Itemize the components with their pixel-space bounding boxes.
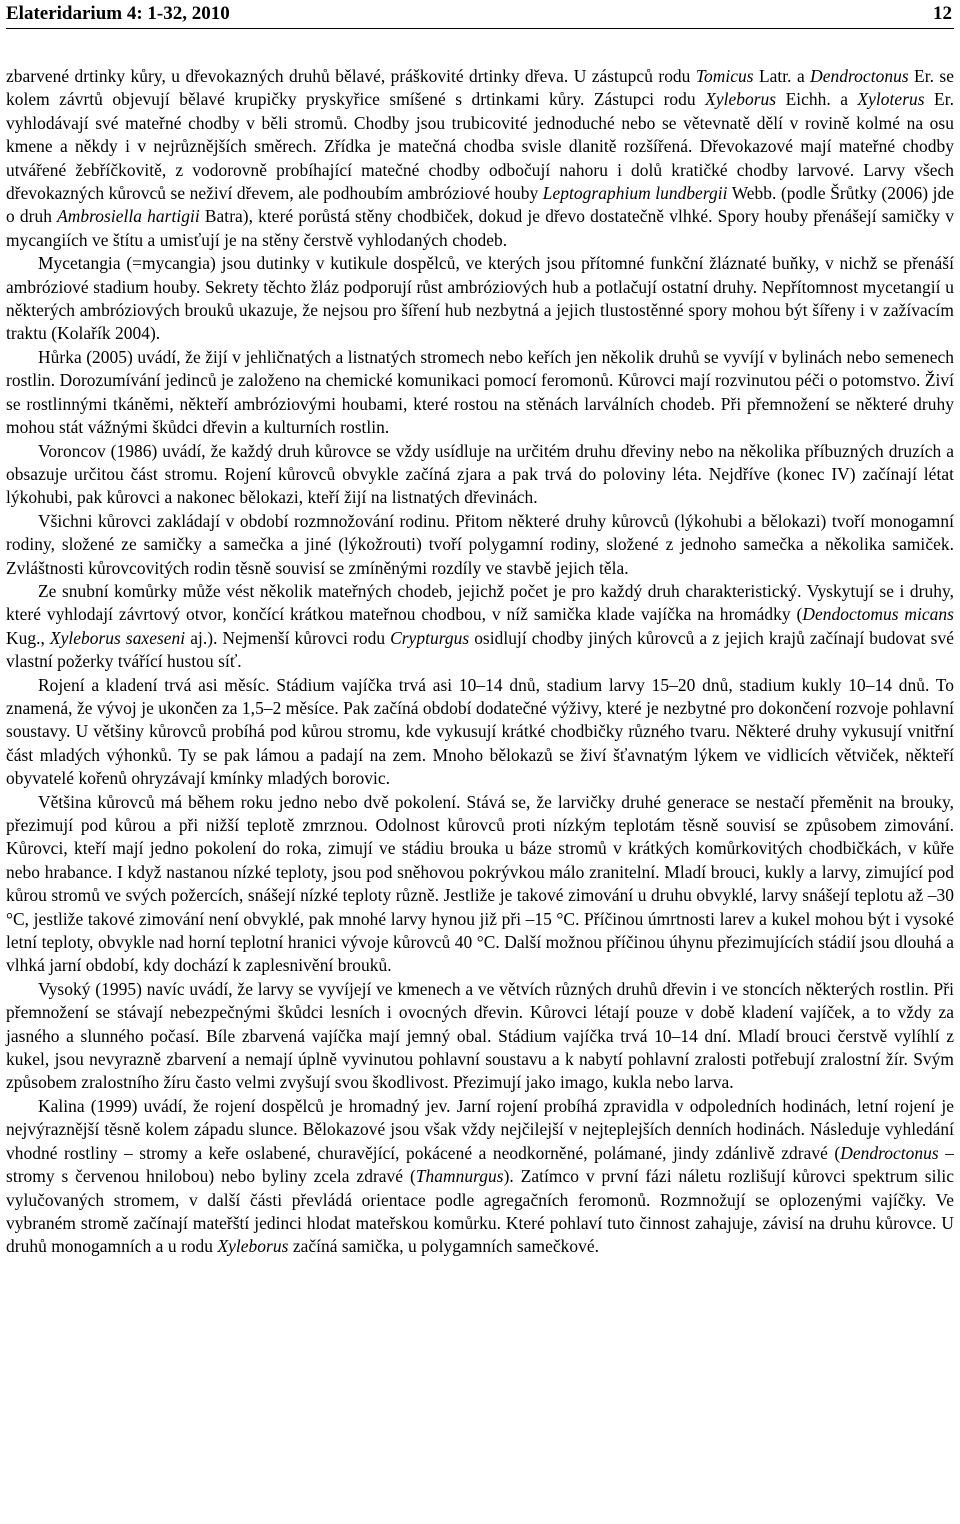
journal-citation: Elateridarium 4: 1-32, 2010 bbox=[6, 3, 230, 24]
italic-taxon-name: Ambrosiella hartigii bbox=[57, 206, 200, 227]
text-run: – stromy s červenou hnilobou) nebo byliny zcela zdravé ( bbox=[6, 1142, 954, 1187]
text-run: Kug., bbox=[6, 627, 50, 648]
paragraph bbox=[6, 674, 954, 791]
paragraph bbox=[6, 978, 954, 1095]
text-run: Eichh. a bbox=[776, 89, 858, 110]
text-run: Webb. (podle Šrůtky (2006) jde o druh bbox=[6, 183, 954, 227]
running-header bbox=[6, 0, 954, 29]
paragraph bbox=[6, 510, 954, 580]
paragraph bbox=[6, 440, 954, 510]
italic-taxon-name: Crypturgus bbox=[390, 627, 470, 648]
paragraph bbox=[6, 346, 954, 440]
text-run: Vysoký (1995) navíc uvádí, že larvy se vyvíjejí ve kmenech a ve větvích různých druhů dřevin i ve stoncích některých rostlin. Při přemnožení se stávají nebezpečnými škůdci lesních i ovocných dřevin. Kůrovci létají pouze v době kladení vajíček, a to vždy za jasného a slunného počasí. Bíle zbarvená vajíčka mají jemný obal. Stádium vajíčka trvá 10–14 dní. Mladí brouci čerstvě vylíhlí z kukel, jsou nevyrazně zbarvení a nemají úplně vyvinutou pohlavní soustavu a k nabytí pohlavní zralosti potřebují zralostní žír. Svým způsobem zralostního žíru často velmi zvyšují svou škodlivost. Přezimují jako imago, kukla nebo larva. bbox=[6, 978, 954, 1093]
page-number: 12 bbox=[933, 3, 952, 24]
italic-taxon-name: Thamnurgus bbox=[415, 1166, 504, 1187]
text-run: Rojení a kladení trvá asi měsíc. Stádium vajíčka trvá asi 10–14 dnů, stadium larvy 15–20 dnů, stadium kukly 10–14 dnů. To znamená, že vývoj je ukončen za 1,5–2 měsíce. Pak začíná období dodatečné výživy, které je nezbytné pro dokončení rozvoje pohlavní soustavy. U většiny kůrovců probíhá pod kůrou stromu, kde vykusují krátké chodbičky různého tvaru. Některé druhy vykusují vnitřní část mladých výhonků. Ty se pak lámou a padají na zem. Mnoho bělokazů se živí šťavnatým lýkem ve vidlicích větviček, někteří obyvatelé kořenů ohryzávají kmínky mladých borovic. bbox=[6, 674, 954, 789]
italic-taxon-name: Dendoctomus micans bbox=[802, 604, 954, 625]
body-text bbox=[6, 65, 954, 1259]
paragraph bbox=[6, 65, 954, 252]
text-run: začíná samička, u polygamních samečkové. bbox=[288, 1236, 600, 1257]
text-run: Mycetangia (=mycangia) jsou dutinky v kutikule dospělců, ve kterých jsou přítomné funkční žláznaté buňky, v nichž se přenáší ambróziové stadium houby. Sekrety těchto žláz podporují růst ambróziových hub a potlačují ostatní druhy. Nepřítomnost mycetangií u některých ambróziových brouků ukazuje, že nejsou pro šíření hub nezbytná a jejich tlustostěnné spory mohou být šířeny i v zažívacím traktu (Kolařík 2004). bbox=[6, 253, 954, 344]
italic-taxon-name: Xyleborus bbox=[705, 89, 777, 110]
text-run: Er. se kolem závrtů objevují bělavé krupičky pryskyřice smíšené s drtinkami kůry. Zástupci rodu bbox=[6, 66, 954, 110]
text-run: Většina kůrovců má během roku jedno nebo dvě pokolení. Stává se, že larvičky druhé generace se nestačí přeměnit na brouky, přezimují pod kůrou a při nižší teplotě zmrznou. Odolnost kůrovců proti nízkým teplotám těsně souvisí se způsobem zimování. Kůrovci, kteří mají jedno pokolení do roka, zimují ve stádiu brouka u báze stromů v krátkých komůrkovitých chodbičkách, v kůře nebo hrabance. I když nastanou nízké teploty, jsou pod sněhovou pokrývkou málo zranitelní. Mladí brouci, kukly a larvy, zimující pod kůrou stromů ve svých požercích, snášejí nízké teploty různě. Jestliže je takové zimování u druhu obvyklé, larvy snášejí teplotu až –30 °C, jestliže takové zimování není obvyklé, pak mnohé larvy hynou již při –15 °C. Příčinou úmrtnosti larev a kukel mohou být i vysoké letní teploty, obvykle nad horní teplotní hranici vývoje kůrovců 40 °C. Další možnou příčinou úhynu přezimujících stádií jsou dlouhá a vlhká jarní období, kdy dochází k zaplesnivění brouků. bbox=[6, 791, 954, 976]
italic-taxon-name: Xyleborus saxeseni bbox=[49, 627, 186, 648]
text-run: Batra), které porůstá stěny chodbiček, dokud je dřevo dostatečně vlhké. Spory houby přenášejí samičky v mycangiích ve štítu a umisťují je na stěny čerstvě vyhlodaných chodeb. bbox=[6, 206, 954, 250]
italic-taxon-name: Tomicus bbox=[695, 66, 754, 86]
italic-taxon-name: Leptographium lundbergii bbox=[542, 183, 728, 204]
text-run: zbarvené drtinky kůry, u dřevokazných druhů bělavé, práškovité drtinky dřeva. U zástupců rodu bbox=[6, 66, 696, 86]
text-run: Hůrka (2005) uvádí, že žijí v jehličnatých a listnatých stromech nebo keřích jen několik druhů se vyvíjí v bylinách nebo semenech rostlin. Dorozumívání jedinců je založeno na chemické komunikaci pomocí feromonů. Kůrovci mají rozvinutou péči o potomstvo. Živí se rostlinnými tkáněmi, někteří ambróziovými houbami, které rostou na stěnách larválních chodeb. Při přemnožení se některé druhy mohou stát vážnými škůdci dřevin a kulturních rostlin. bbox=[6, 346, 954, 438]
text-run: Er. vyhlodávají své mateřné chodby v běli stromů. Chodby jsou trubicovité jednoduché nebo se větevnatě dělí v rovině kolmé na osu kmene a někdy i v nejrůznějších směrech. Zřídka je matečná chodba svisle dlanitě rozšířená. Dřevokazové mají mateřné chodby utvářené žebříčkovitě, z vodorovně probíhající matečné chodby odbočují nahoru i dolů kratičké chodby larvové. Larvy všech dřevokazných kůrovců se neživí dřevem, ale podhoubím ambróziové houby bbox=[6, 89, 954, 204]
italic-taxon-name: Dendroctonus bbox=[840, 1142, 939, 1163]
italic-taxon-name: Xyloterus bbox=[857, 89, 925, 110]
paragraph bbox=[6, 580, 954, 674]
text-run: Ze snubní komůrky může vést několik mateřných chodeb, jejichž počet je pro každý druh charakteristický. Vyskytují se i druhy, které vyhlodají závrtový otvor, končící krátkou mateřnou chodbou, v níž samička klade vajíčka na hromádky ( bbox=[6, 580, 954, 625]
text-run: osidlují chodby jiných kůrovců a z jejich krajů začínají budovat své vlastní požerky tvářící hustou síť. bbox=[6, 627, 954, 672]
italic-taxon-name: Dendroctonus bbox=[810, 66, 909, 86]
paragraph bbox=[6, 252, 954, 346]
text-run: Latr. a bbox=[753, 66, 811, 86]
text-run: Všichni kůrovci zakládají v období rozmnožování rodinu. Přitom některé druhy kůrovců (lýkohubi a bělokazi) tvoří monogamní rodiny, složené ze samičky a samečka a jiné (lýkožrouti) tvoří polygamní rodiny, složené z jednoho samečka a několika samiček. Zvláštnosti kůrovcovitých rodin těsně souvisí se zmíněnými rozdíly ve stavbě jejich těla. bbox=[6, 510, 954, 578]
paragraph bbox=[6, 791, 954, 978]
paragraph bbox=[6, 1095, 954, 1259]
text-run: ). Zatímco v první fázi náletu rozlišují kůrovci spektrum silic vylučovaných stromem, v další části převládá orientace podle agregačních feromonů. Rozmnožují se oplozenými vajíčky. Ve vybraném stromě začínají mateřští jedinci hlodat mateřskou komůrku. Které pohlaví tuto činnost zahajuje, závisí na druhu kůrovce. U druhů monogamních a u rodu bbox=[6, 1166, 954, 1257]
text-run: Voroncov (1986) uvádí, že každý druh kůrovce se vždy usídluje na určitém druhu dřeviny nebo na několika příbuzných druzích a obsazuje určitou část stromu. Rojení kůrovců obvykle začíná zjara a pak trvá do poloviny léta. Nejdříve (konec IV) začínají létat lýkohubi, pak kůrovci a nakonec bělokazi, kteří žijí na listnatých dřevinách. bbox=[6, 440, 954, 508]
text-run: Kalina (1999) uvádí, že rojení dospělců je hromadný jev. Jarní rojení probíhá zpravidla v odpoledních hodinách, letní rojení je nejvýraznější těsně kolem západu slunce. Bělokazové jsou však vždy nejčilejší v nejteplejších denních hodinách. Následuje vyhledání vhodné rostliny – stromy a keře oslabené, churavějící, pokácené a neodkorněné, polámané, jindy zdánlivě zdravé ( bbox=[6, 1095, 954, 1163]
text-run: aj.). Nejmenší kůrovci rodu bbox=[185, 627, 391, 648]
italic-taxon-name: Xyleborus bbox=[217, 1236, 289, 1257]
